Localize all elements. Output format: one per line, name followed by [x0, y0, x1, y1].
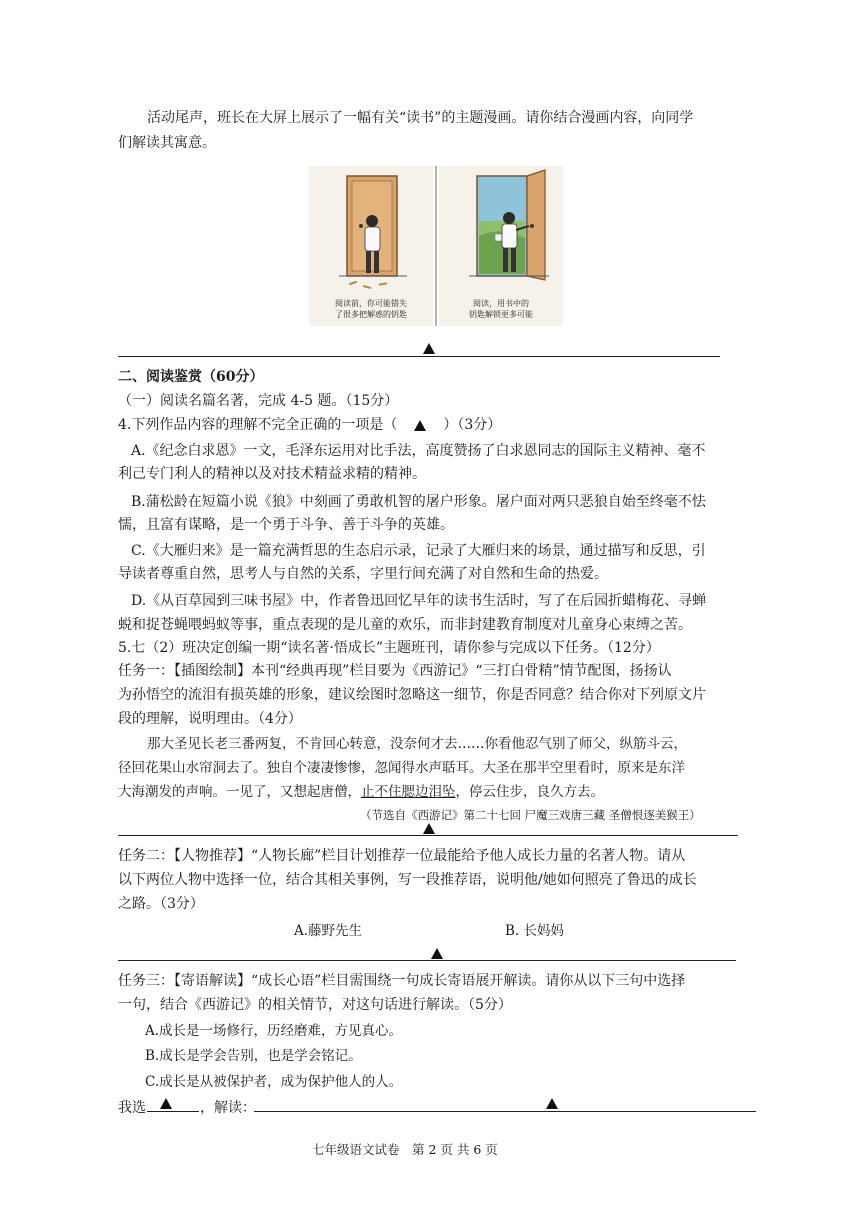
- quote-line3: 大海潮发的声响。一见了，又想起唐僧，止不住腮边泪坠，停云住步，良久方去。: [118, 784, 604, 800]
- interpret-label: ，解读：: [200, 1100, 256, 1116]
- blank-marker: [423, 823, 435, 834]
- right-caption-1: 阅读，用书中的: [473, 299, 529, 308]
- page-footer: 七年级语文试卷 第 2 页 共 6 页: [312, 1142, 498, 1157]
- saying-b: B.成长是学会告别，也是学会铭记。: [145, 1048, 362, 1064]
- reading-comic: [309, 166, 563, 326]
- task2-option-b: B. 长妈妈: [505, 923, 565, 939]
- task1-line2: 为孙悟空的流泪有损英雄的形象，建议绘图时忽略这一细节，你是否同意？结合你对下列原文片: [118, 687, 706, 703]
- answer-line-comic[interactable]: [118, 356, 720, 357]
- answer-line-task2[interactable]: [118, 960, 736, 961]
- comic-panel-before: [309, 166, 433, 326]
- q4-stem: 4.下列作品内容的理解不完全正确的一项是（ ）（3分）: [118, 417, 502, 433]
- q4-option-a-line2: 利己专门利人的精神以及对技术精益求精的精神。: [118, 466, 426, 482]
- q5-stem: 5.七（2）班决定创编一期“读名著·悟成长”主题班刊，请你参与完成以下任务。（12分）: [118, 640, 660, 656]
- saying-a: A.成长是一场修行，历经磨难，方见真心。: [145, 1023, 403, 1039]
- quote-line1: 那大圣见长老三番两复，不肯回心转意，没奈何才去……你看他忍气别了师父，纵筋斗云，: [147, 736, 687, 752]
- quote-source: （节选自《西游记》第二十七回 尸魔三戏唐三藏 圣僧恨逐美猴王）: [360, 808, 701, 822]
- right-caption-2: 钥匙解锁更多可能: [469, 310, 533, 319]
- interpret-answer-line[interactable]: [254, 1111, 756, 1112]
- task2-line1: 任务二：【人物推荐】“人物长廊”栏目计划推荐一位最能给予他人成长力量的名著人物。请从: [118, 848, 686, 864]
- task1-line1: 任务一：【插图绘制】本刊“经典再现”栏目要为《西游记》“三打白骨精”情节配图，扬扬认: [118, 663, 672, 679]
- q4-option-c-line2: 导读者尊重自然，思考人与自然的关系，字里行间充满了对自然和生命的热爱。: [118, 566, 608, 582]
- choice-blank[interactable]: [147, 1111, 199, 1112]
- saying-c: C.成长是从被保护者，成为保护他人的人。: [145, 1074, 403, 1090]
- q4-option-c-line1: C.《大雁归来》是一篇充满哲思的生态启示录，记录了大雁归来的场景，通过描写和反思，引: [131, 543, 706, 559]
- task2-line2: 以下两位人物中选择一位，结合其相关事例，写一段推荐语，说明他/她如何照亮了鲁迅的成长: [118, 872, 697, 888]
- q4-option-d-line2: 蜕和捉苍蝇喂蚂蚁等事，重点表现的是儿童的欢乐，而非封建教育制度对儿童身心束缚之苦。: [118, 617, 692, 633]
- task3-line2: 一句，结合《西游记》的相关情节，对这句话进行解读。（5分）: [118, 997, 512, 1013]
- section-title: 二、阅读鉴赏（60分）: [118, 369, 264, 385]
- left-caption-2: 了很多把解惑的钥匙: [335, 310, 407, 319]
- q4-option-b-line2: 懦，且富有谋略，是一个勇于斗争、善于斗争的英雄。: [118, 517, 454, 533]
- underlined-phrase: 止不住腮边泪坠: [361, 784, 456, 800]
- blank-marker: [546, 1098, 558, 1109]
- intro-line-1: 活动尾声，班长在大屏上展示了一幅有关“读书”的主题漫画。请你结合漫画内容，向同学: [147, 110, 694, 126]
- task1-line3: 段的理解，说明理由。（4分）: [118, 711, 302, 727]
- q4-option-d-line1: D.《从百草园到三味书屋》中，作者鲁迅回忆早年的读书生活时，写了在后园折蜡梅花、寻蝉: [131, 593, 707, 609]
- comic-panel-after: [439, 166, 563, 326]
- subsection-title: （一）阅读名篇名著，完成 4-5 题。（15分）: [118, 393, 399, 409]
- blank-marker: [431, 948, 443, 959]
- left-caption-1: 阅读前，你可能错失: [335, 299, 407, 308]
- choice-label: 我选: [118, 1100, 146, 1116]
- q4-option-a-line1: A.《纪念白求恩》一文，毛泽东运用对比手法，高度赞扬了白求恩同志的国际主义精神、毫不: [131, 443, 706, 459]
- task3-line1: 任务三：【寄语解读】“成长心语”栏目需围绕一句成长寄语展开解读。请你从以下三句中选择: [118, 973, 686, 989]
- q4-option-b-line1: B.蒲松龄在短篇小说《狼》中刻画了勇敢机智的屠户形象。屠户面对两只恶狼自始至终毫不怯: [131, 494, 706, 510]
- blank-marker: [160, 1098, 172, 1109]
- quote-line2: 径回花果山水帘洞去了。独自个凄凄惨惨，忽闻得水声聒耳。大圣在那半空里看时，原来是东洋: [118, 760, 685, 776]
- answer-line-task1[interactable]: [118, 835, 738, 836]
- q4-answer-blank[interactable]: [414, 420, 426, 431]
- task2-line3: 之路。（3分）: [118, 896, 204, 912]
- intro-line-2: 们解读其寓意。: [118, 135, 216, 151]
- task2-option-a: A.藤野先生: [294, 923, 363, 939]
- blank-marker: [423, 343, 435, 354]
